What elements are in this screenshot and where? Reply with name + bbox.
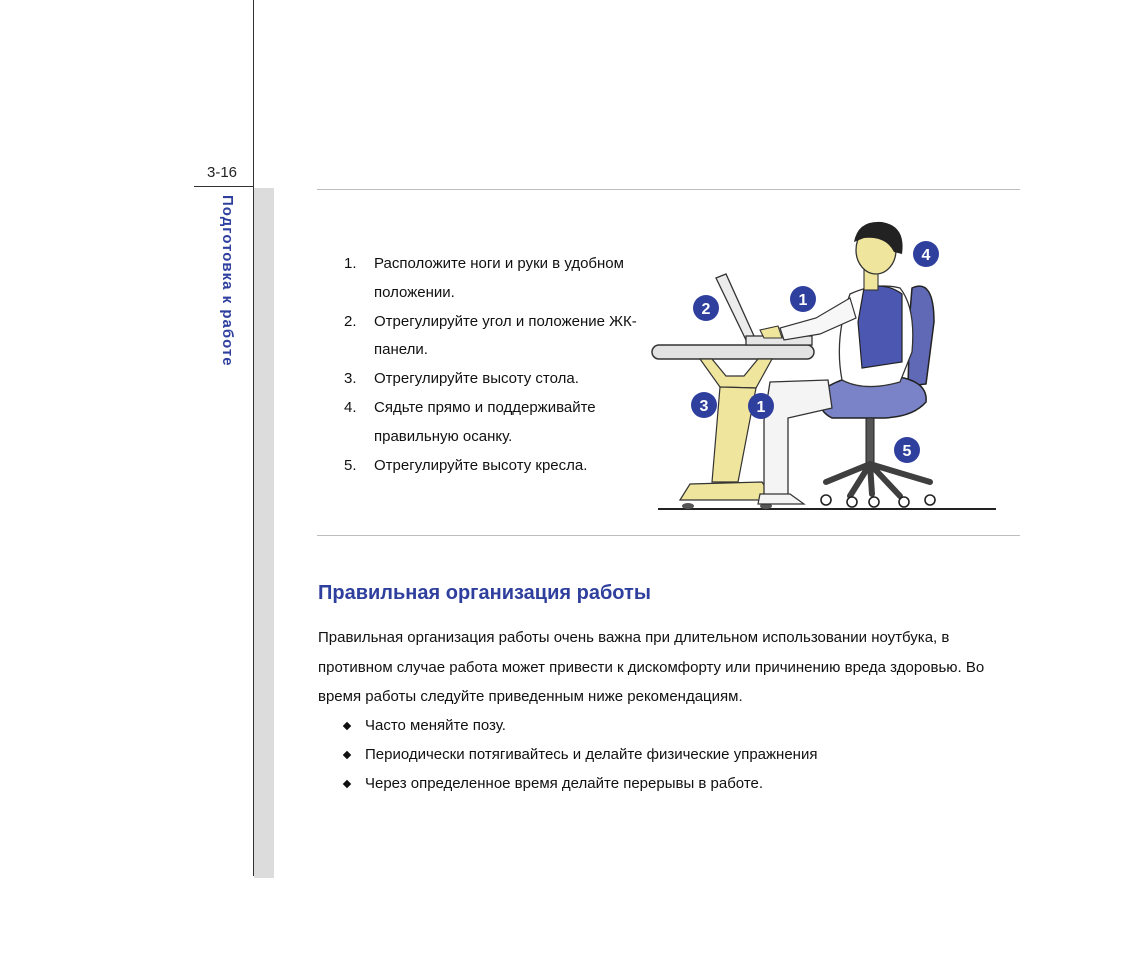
table [652, 345, 814, 509]
section-title: Правильная организация работы [318, 582, 651, 604]
step-item: 2. Отрегулируйте угол и положение ЖК-панели. [344, 312, 637, 359]
person [758, 222, 913, 504]
badge-5 [894, 437, 920, 463]
step-item: 5. Отрегулируйте высоту кресла. [344, 456, 588, 474]
badge-2 [693, 295, 719, 321]
step-item: 1. Расположите ноги и руки в удобном положении. [344, 255, 624, 301]
badge-1-lower [748, 393, 774, 419]
recommendations-list [343, 711, 817, 798]
step-item: 4. Сядьте прямо и поддерживайте правильную осанку. [344, 398, 596, 445]
bullet-icon [343, 780, 351, 788]
svg-text:1: 1 [756, 399, 766, 416]
badge-1-upper [790, 286, 816, 312]
list-item: Часто меняйте позу. [343, 711, 817, 740]
bottom-divider [317, 535, 1020, 536]
side-bar [254, 188, 274, 878]
steps-list [344, 250, 644, 480]
list-item: Через определенное время делайте перерывы в работе. [343, 769, 817, 798]
posture-illustration [650, 212, 1000, 517]
svg-text:4: 4 [921, 247, 931, 264]
list-item: Периодически потягивайтесь и делайте физические упражнения [343, 740, 817, 769]
section-paragraph: Правильная организация работы очень важна при длительном использовании ноутбука, в противном случае работа может привести к дискомфорту или причинению вреда здоровью. Во время работы следуйте приведенным ниже рекомендациям. [318, 629, 985, 705]
svg-text:3: 3 [699, 398, 709, 415]
badge-3 [691, 392, 717, 418]
chapter-title: Подготовка к работе [219, 195, 236, 367]
bullet-icon [343, 722, 351, 730]
svg-text:5: 5 [902, 443, 912, 460]
svg-text:1: 1 [798, 292, 808, 309]
svg-text:2: 2 [701, 301, 711, 318]
top-divider [317, 189, 1020, 190]
page-number: 3-16 [207, 164, 238, 181]
bullet-icon [343, 751, 351, 759]
step-item: 3. Отрегулируйте высоту стола. [344, 370, 579, 388]
badge-4 [913, 241, 939, 267]
page-number-rule [194, 186, 254, 187]
